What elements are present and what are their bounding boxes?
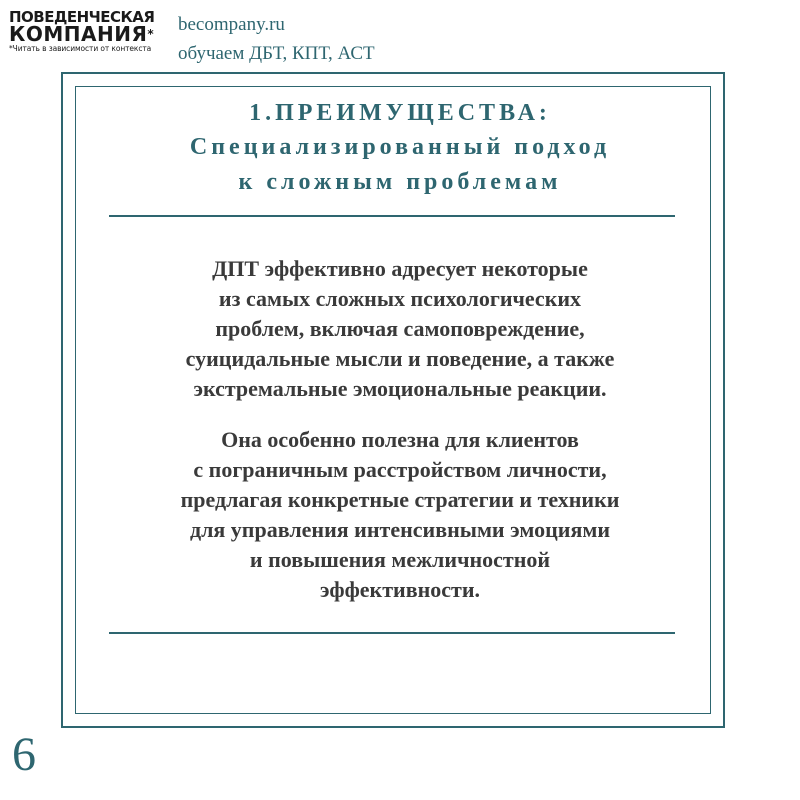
brand-name-line1: ПОВЕДЕНЧЕСКАЯ: [9, 8, 155, 26]
brand-logo: [9, 9, 169, 53]
paragraph-2-line: с пограничным расстройством личности,: [193, 457, 607, 482]
paragraph-2-line: эффективности.: [319, 577, 481, 602]
bottom-divider: [109, 632, 675, 634]
paragraph-1-line: суицидальные мысли и поведение, а также: [185, 346, 615, 371]
brand-name-line2-text: КОМПАНИЯ: [9, 22, 148, 46]
title-line-3: к сложным проблемам: [238, 169, 562, 195]
paragraph-2-line: для управления интенсивными эмоциями: [189, 517, 611, 542]
site-url[interactable]: becompany.ru: [178, 14, 285, 35]
paragraph-1-line: из самых сложных психологических: [218, 286, 582, 311]
paragraph-1-line: проблем, включая самоповреждение,: [215, 316, 585, 341]
brand-star: *: [147, 27, 155, 41]
paragraph-2-line: и повышения межличностной: [249, 547, 551, 572]
paragraph-1-line: экстремальные эмоциональные реакции.: [193, 376, 607, 401]
paragraph-1: [90, 254, 710, 404]
site-tagline: обучаем ДБТ, КПТ, АСТ: [178, 43, 375, 64]
paragraph-2-line: предлагая конкретные стратегии и техники: [180, 487, 620, 512]
paragraph-1-line: ДПТ эффективно адресует некоторые: [212, 256, 588, 281]
top-divider: [109, 215, 675, 217]
paragraph-2: [90, 425, 710, 605]
title-line-1: 1.ПРЕИМУЩЕСТВА:: [249, 100, 551, 126]
paragraph-2-line: Она особенно полезна для клиентов: [221, 427, 579, 452]
page-number: 6: [12, 728, 36, 781]
site-info: [178, 10, 375, 68]
title-line-2: Специализированный подход: [189, 134, 611, 160]
brand-name-line2: [9, 22, 169, 46]
brand-tagline: *Читать в зависимости от контекста: [9, 44, 152, 53]
